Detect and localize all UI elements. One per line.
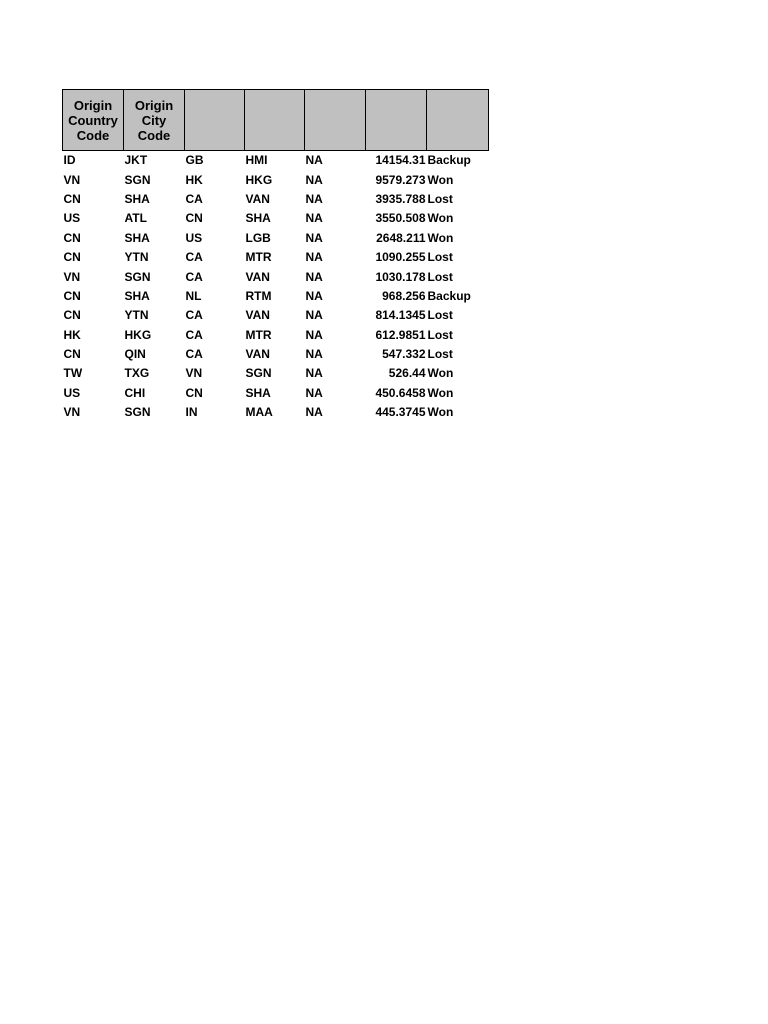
table-cell[interactable]: SHA — [245, 211, 271, 226]
table-cell[interactable]: VAN — [245, 269, 270, 284]
table-cell[interactable]: Won — [427, 230, 454, 245]
table-cell[interactable]: Won — [427, 405, 454, 420]
table-cell[interactable]: HKG — [245, 172, 273, 187]
table-row — [63, 345, 489, 364]
table-cell[interactable]: NA — [305, 269, 323, 284]
table-cell[interactable]: 968.256 — [382, 288, 426, 303]
table-cell[interactable]: 1030.178 — [375, 269, 426, 284]
column-4-header[interactable] — [245, 90, 305, 151]
table-cell[interactable]: NA — [305, 250, 323, 265]
table-cell[interactable]: QIN — [124, 347, 146, 362]
table-row — [63, 267, 489, 286]
table-cell[interactable]: HKG — [124, 327, 152, 342]
table-cell[interactable]: ID — [63, 153, 76, 168]
table-cell[interactable]: CA — [185, 308, 203, 323]
table-row — [63, 248, 489, 267]
table-cell[interactable]: VAN — [245, 191, 270, 206]
table-row — [63, 326, 489, 345]
table-cell[interactable]: 814.1345 — [375, 308, 426, 323]
origin-city-code-header[interactable]: Origin City Code — [124, 90, 185, 151]
table-cell[interactable]: NA — [305, 230, 323, 245]
table-cell[interactable]: NA — [305, 347, 323, 362]
table-cell[interactable]: 526.44 — [388, 366, 426, 381]
table-row — [63, 364, 489, 383]
table-cell[interactable]: NA — [305, 405, 323, 420]
table-cell[interactable]: 2648.211 — [376, 230, 426, 245]
table-cell[interactable]: JKT — [124, 153, 148, 168]
spreadsheet — [62, 89, 489, 422]
table-cell[interactable]: VN — [185, 366, 203, 381]
table-cell[interactable]: TW — [63, 366, 83, 381]
table-cell[interactable]: NA — [305, 153, 323, 168]
column-3-header[interactable] — [185, 90, 245, 151]
table-cell[interactable]: NA — [305, 172, 323, 187]
header-row — [63, 90, 489, 151]
table-cell[interactable]: VN — [63, 405, 81, 420]
column-5-header[interactable] — [305, 90, 366, 151]
table-cell[interactable]: MAA — [245, 405, 273, 420]
data-table — [62, 89, 489, 422]
table-cell[interactable]: CN — [185, 385, 203, 400]
table-cell[interactable]: CA — [185, 250, 203, 265]
table-cell[interactable]: LGB — [245, 230, 271, 245]
table-cell[interactable]: NA — [305, 308, 323, 323]
table-cell[interactable]: Lost — [427, 269, 453, 284]
table-cell[interactable]: 445.3745 — [375, 405, 426, 420]
table-cell[interactable]: CA — [185, 191, 203, 206]
table-cell[interactable]: US — [63, 211, 81, 226]
table-cell[interactable]: 14154.31 — [375, 153, 426, 168]
table-row — [63, 170, 489, 189]
table-cell[interactable]: CHI — [124, 385, 146, 400]
table-cell[interactable]: 9579.273 — [375, 172, 426, 187]
table-body — [63, 151, 489, 423]
table-cell[interactable]: NA — [305, 191, 323, 206]
table-cell[interactable]: TXG — [124, 366, 150, 381]
table-cell[interactable]: GB — [185, 153, 204, 168]
table-header — [63, 90, 489, 151]
table-cell[interactable]: Lost — [427, 327, 453, 342]
table-cell[interactable]: NA — [305, 288, 323, 303]
table-cell[interactable]: CN — [63, 191, 81, 206]
table-cell[interactable]: Lost — [427, 347, 453, 362]
table-cell[interactable]: SGN — [245, 366, 272, 381]
table-cell[interactable]: MTR — [245, 327, 272, 342]
table-cell[interactable]: SHA — [124, 230, 150, 245]
table-cell[interactable]: Lost — [427, 250, 453, 265]
table-cell[interactable]: NA — [305, 385, 323, 400]
table-cell[interactable]: Won — [427, 366, 454, 381]
table-cell[interactable]: ATL — [124, 211, 147, 226]
table-cell[interactable]: SGN — [124, 269, 151, 284]
table-cell[interactable]: Won — [427, 172, 454, 187]
table-cell[interactable]: NA — [305, 211, 323, 226]
table-cell[interactable]: Backup — [427, 288, 471, 303]
table-cell[interactable]: NA — [305, 327, 323, 342]
table-cell[interactable]: SHA — [245, 385, 271, 400]
table-cell[interactable]: YTN — [124, 308, 149, 323]
table-row — [63, 306, 489, 325]
table-cell[interactable]: VN — [63, 172, 81, 187]
table-cell[interactable]: 3935.788 — [375, 191, 426, 206]
table-cell[interactable]: RTM — [245, 288, 272, 303]
table-cell[interactable]: 547.332 — [382, 347, 426, 362]
table-cell[interactable]: HMI — [245, 153, 268, 168]
table-cell[interactable]: US — [185, 230, 203, 245]
table-cell[interactable]: HK — [185, 172, 203, 187]
table-cell[interactable]: 3550.508 — [375, 211, 426, 226]
table-row — [63, 190, 489, 209]
table-cell[interactable]: SGN — [124, 405, 151, 420]
table-cell[interactable]: NL — [185, 288, 202, 303]
table-cell[interactable]: MTR — [245, 250, 272, 265]
table-cell[interactable]: HK — [63, 327, 81, 342]
table-cell[interactable]: Backup — [427, 153, 471, 168]
table-cell[interactable]: SHA — [124, 191, 150, 206]
table-cell[interactable]: IN — [185, 405, 198, 420]
table-cell[interactable]: CA — [185, 347, 203, 362]
table-cell[interactable]: Won — [427, 211, 454, 226]
table-cell[interactable]: US — [63, 385, 81, 400]
table-cell[interactable]: VAN — [245, 347, 270, 362]
table-cell[interactable]: YTN — [124, 250, 149, 265]
table-cell[interactable]: Lost — [427, 308, 453, 323]
column-7-header[interactable] — [427, 90, 489, 151]
table-cell[interactable]: 1090.255 — [375, 250, 426, 265]
table-cell[interactable]: VN — [63, 269, 81, 284]
table-cell[interactable]: SHA — [124, 288, 150, 303]
table-row — [63, 151, 489, 171]
table-cell[interactable]: SGN — [124, 172, 151, 187]
table-cell[interactable]: CN — [185, 211, 203, 226]
table-row — [63, 403, 489, 422]
table-cell[interactable]: CA — [185, 327, 203, 342]
table-cell[interactable]: VAN — [245, 308, 270, 323]
table-row — [63, 384, 489, 403]
table-cell[interactable]: CN — [63, 230, 81, 245]
table-cell[interactable]: 612.9851 — [375, 327, 426, 342]
table-cell[interactable]: CA — [185, 269, 203, 284]
table-cell[interactable]: Won — [427, 385, 454, 400]
origin-country-code-header[interactable]: Origin Country Code — [63, 90, 124, 151]
table-cell[interactable]: CN — [63, 250, 81, 265]
column-6-header[interactable] — [366, 90, 427, 151]
table-row — [63, 229, 489, 248]
table-row — [63, 209, 489, 228]
table-cell[interactable]: 450.6458 — [375, 385, 426, 400]
table-cell[interactable]: CN — [63, 308, 81, 323]
table-row — [63, 287, 489, 306]
table-cell[interactable]: CN — [63, 347, 81, 362]
table-cell[interactable]: NA — [305, 366, 323, 381]
table-cell[interactable]: Lost — [427, 191, 453, 206]
table-cell[interactable]: CN — [63, 288, 81, 303]
